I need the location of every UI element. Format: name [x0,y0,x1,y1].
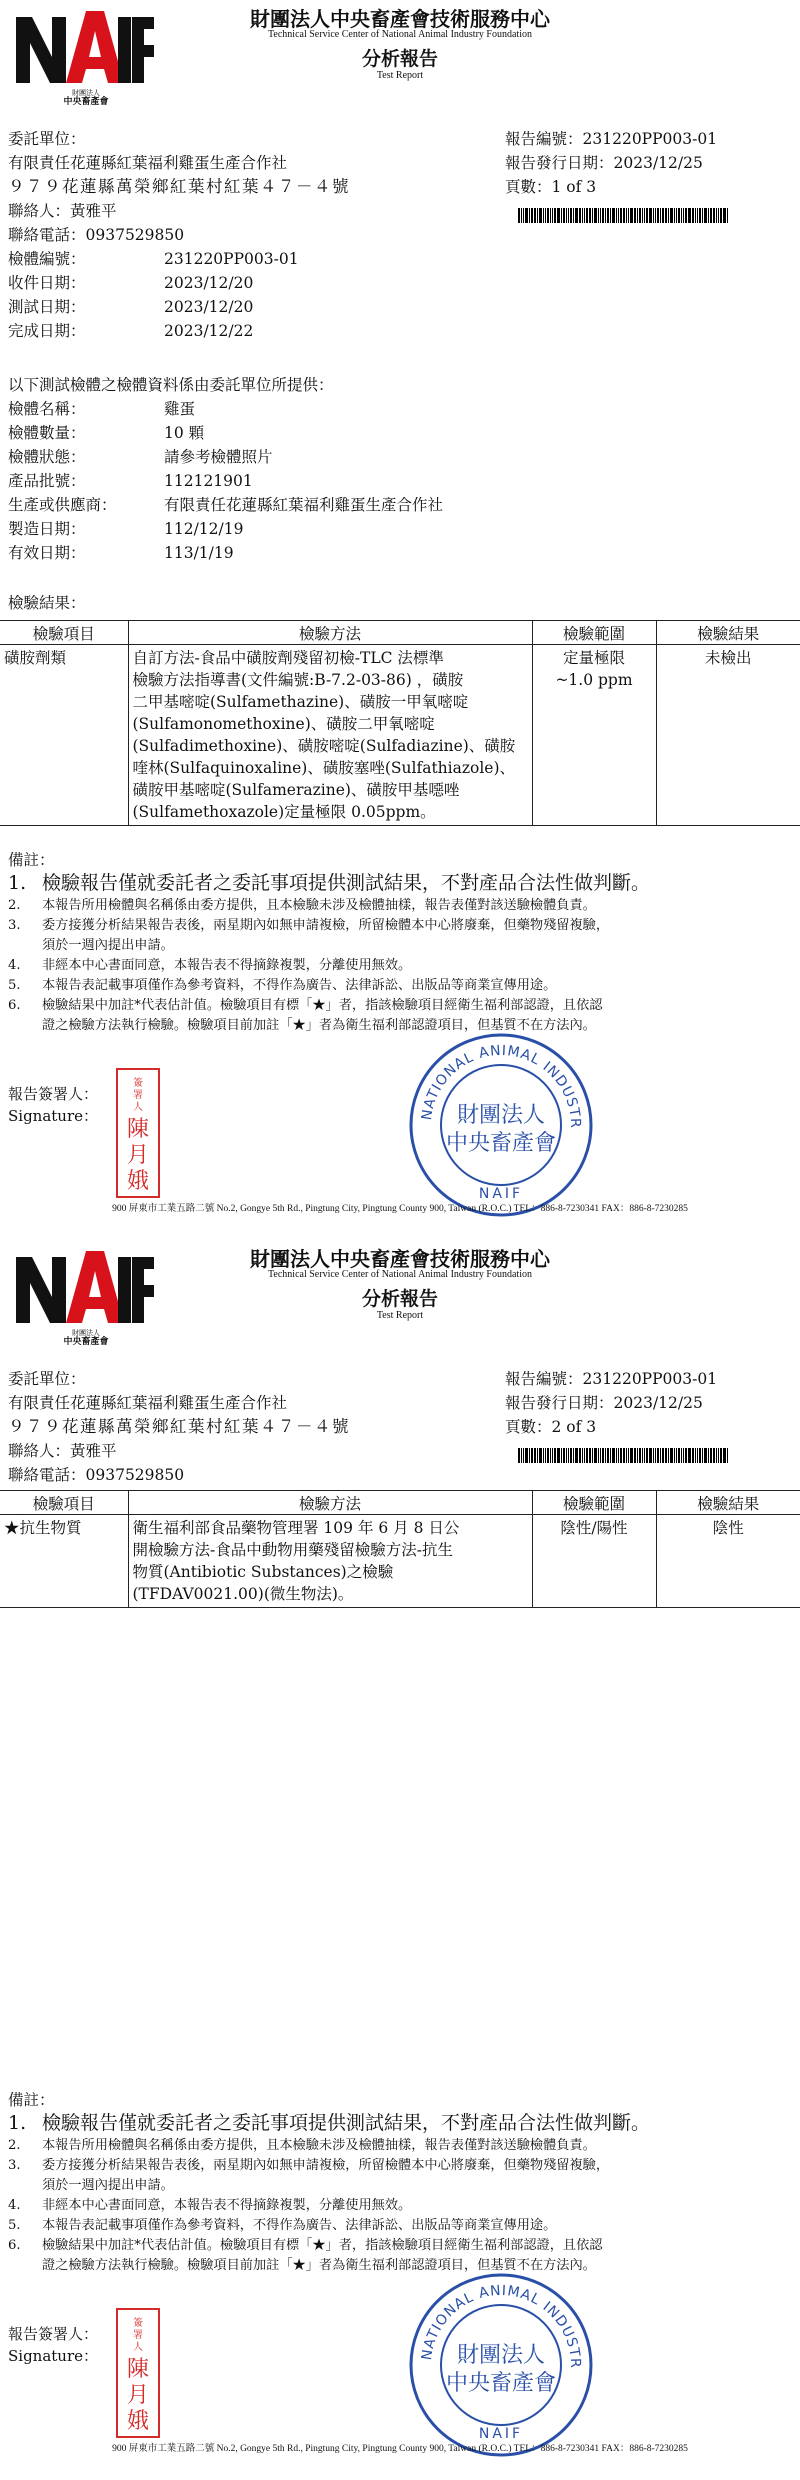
client-phone: 聯絡電話：0937529850 [8,226,185,244]
completed-date: 2023/12/22 [164,322,254,340]
report-title-en: Test Report [376,1310,424,1321]
report-number: 報告編號：231220PP003-01 [505,130,718,148]
note-item: 3. 委方接獲分析結果報告表後，兩星期內如無申請複檢，所留檢體本中心將廢棄，但藥物殘留複驗， [8,918,610,933]
client-label: 委託單位： [8,1370,86,1388]
svg-text:署: 署 [133,2330,143,2341]
svg-text:陳: 陳 [126,1117,150,1142]
org-name-zh: 財團法人中央畜產會技術服務中心 [250,1247,550,1271]
org-seal [406,2270,596,2464]
sample-id: 231220PP003-01 [164,250,299,268]
org-name-zh: 財團法人中央畜產會技術服務中心 [250,7,550,31]
client-name: 有限責任花蓮縣紅葉福利雞蛋生產合作社 [8,154,288,172]
org-name-en: Technical Service Center of National Animal Industry Foundation [268,1269,532,1280]
note-item: 5. 本報告表記載事項僅作為參考資料，不得作為廣告、法律訴訟、出版品等商業宣傳用途。 [8,2218,557,2233]
received-label: 收件日期： [8,274,86,292]
signature-label-en: Signature： [8,2347,99,2365]
svg-text:財團法人: 財團法人 [456,2343,546,2368]
report-title-en: Test Report [376,70,424,81]
cell-result: 未檢出 [656,645,800,826]
cell-range: 定量極限 ~1.0 ppm [532,645,656,826]
report-pages: 頁數：1 of 3 [505,178,597,196]
report-title-zh: 分析報告 [361,48,438,70]
note-item: 1. 檢驗報告僅就委託者之委託事項提供測試結果，不對產品合法性做判斷。 [8,2112,651,2134]
provided-value: 112/12/19 [164,520,244,538]
notes-title: 備註： [8,851,55,869]
signature-label-zh: 報告簽署人： [8,1085,99,1103]
notes-section [8,850,788,1036]
logo-subtitle-2: 中央畜產會 [63,97,109,105]
cell-range: 陰性/陽性 [532,1515,656,1608]
svg-text:財團法人: 財團法人 [456,1103,546,1128]
logo-subtitle-2: 中央畜產會 [63,1337,109,1345]
sample-id-label: 檢體編號： [8,250,86,268]
svg-text:娥: 娥 [126,1169,150,1194]
completed-label: 完成日期： [8,322,86,340]
tested-label: 測試日期： [8,298,86,316]
note-item: 3. 委方接獲分析結果報告表後，兩星期內如無申請複檢，所留檢體本中心將廢棄，但藥物殘留複驗， [8,2158,610,2173]
report-title-zh: 分析報告 [361,1288,438,1310]
note-continuation: 證之檢驗方法執行檢驗。檢驗項目前加註「★」者為衛生福利部認證項目，但基質不在方法內。 [42,1018,596,1033]
note-item: 6. 檢驗結果中加註*代表估計值。檢驗項目有標「★」者，指該檢驗項目經衛生福利部認證，且依認 [8,2238,603,2253]
provided-label: 製造日期： [8,520,86,538]
provided-label: 檢體狀態： [8,448,86,466]
cell-method: 衛生福利部食品藥物管理署 109 年 6 月 8 日公 開檢驗方法-食品中動物用藥殘留檢驗方法-抗生 物質(Antibiotic Substances)之檢驗 (TFDAV0021.00)(微生物法)。 [128,1515,532,1608]
report-barcode [518,1448,729,1463]
note-item: 1. 檢驗報告僅就委託者之委託事項提供測試結果，不對產品合法性做判斷。 [8,872,651,894]
note-item: 5. 本報告表記載事項僅作為參考資料，不得作為廣告、法律訴訟、出版品等商業宣傳用途。 [8,978,557,993]
client-name: 有限責任花蓮縣紅葉福利雞蛋生產合作社 [8,1394,288,1412]
results-table [0,620,800,826]
results-title: 檢驗結果： [8,594,86,612]
client-address: ９７９花蓮縣萬榮鄉紅葉村紅葉４７－４號 [8,1417,350,1436]
svg-text:NAIF: NAIF [478,1186,524,1202]
svg-text:NAIF: NAIF [478,2426,524,2442]
signature-label-zh: 報告簽署人： [8,2325,99,2343]
client-label: 委託單位： [8,130,86,148]
client-contact: 聯絡人：黃雅平 [8,1442,117,1460]
svg-text:署: 署 [133,1090,143,1101]
client-address: ９７９花蓮縣萬榮鄉紅葉村紅葉４７－４號 [8,177,350,196]
results-header-row [0,621,800,645]
provided-value: 有限責任花蓮縣紅葉福利雞蛋生產合作社 [164,496,444,514]
svg-text:人: 人 [133,2342,143,2353]
note-item: 6. 檢驗結果中加註*代表估計值。檢驗項目有標「★」者，指該檢驗項目經衛生福利部認證，且依認 [8,998,603,1013]
report-barcode [518,208,729,223]
col-header-method: 檢驗方法 [128,621,532,645]
provided-label: 生產或供應商： [8,496,117,514]
report-page-2 [0,1240,800,2480]
col-header-range: 檢驗範圍 [532,621,656,645]
results-header-row [0,1491,800,1515]
logo-subtitle-1: 財團法人 [72,89,100,97]
footer-address: 900 屏東市工業五路二號 No.2, Gongye 5th Rd., Pingtung City, Pingtung County 900, Taiwan (R.O.C.) TEL：886-8-7230341 FAX：886-8-7230285 [112,2444,688,2454]
provided-intro: 以下測試檢體之檢體資料係由委託單位所提供： [8,376,334,394]
col-header-method: 檢驗方法 [128,1491,532,1515]
col-header-result: 檢驗結果 [656,621,800,645]
provided-label: 檢體數量： [8,424,86,442]
signature-stamp [116,1068,160,1202]
col-header-result: 檢驗結果 [656,1491,800,1515]
notes-title: 備註： [8,2091,55,2109]
provided-value: 請參考檢體照片 [164,448,273,466]
col-header-item: 檢驗項目 [0,621,128,645]
col-header-range: 檢驗範圍 [532,1491,656,1515]
svg-text:娥: 娥 [126,2409,150,2434]
org-name-en: Technical Service Center of National Animal Industry Foundation [268,29,532,40]
svg-text:簽: 簽 [133,1078,143,1089]
provided-label: 產品批號： [8,472,86,490]
note-item: 2. 本報告所用檢體與名稱係由委方提供，且本檢驗未涉及檢體抽樣，報告表僅對該送驗檢體負責。 [8,898,596,913]
notes-section [8,2090,788,2276]
note-continuation: 證之檢驗方法執行檢驗。檢驗項目前加註「★」者為衛生福利部認證項目，但基質不在方法內。 [42,2258,596,2273]
svg-text:中央畜產會: 中央畜產會 [445,2371,557,2396]
col-header-item: 檢驗項目 [0,1491,128,1515]
cell-item: 磺胺劑類 [4,649,67,667]
note-item: 2. 本報告所用檢體與名稱係由委方提供，且本檢驗未涉及檢體抽樣，報告表僅對該送驗檢體負責。 [8,2138,596,2153]
provided-label: 有效日期： [8,544,86,562]
tested-date: 2023/12/20 [164,298,254,316]
cell-item: ★抗生物質 [4,1519,82,1537]
report-pages: 頁數：2 of 3 [505,1418,597,1436]
provided-value: 雞蛋 [164,400,196,418]
svg-text:月: 月 [126,2383,150,2408]
svg-text:中央畜產會: 中央畜產會 [445,1131,557,1156]
results-table [0,1490,800,1608]
report-issue-date: 報告發行日期：2023/12/25 [505,154,703,172]
svg-text:簽: 簽 [133,2318,143,2329]
note-continuation: 須於一週內提出申請。 [42,2178,174,2193]
table-row [0,645,800,826]
svg-text:陳: 陳 [126,2357,150,2382]
note-continuation: 須於一週內提出申請。 [42,938,174,953]
note-item: 4. 非經本中心書面同意，本報告表不得摘錄複製，分離使用無效。 [8,958,412,973]
provided-value: 10 顆 [164,424,205,442]
org-seal [406,1030,596,1224]
svg-text:NATIONAL ANIMAL INDUSTRY FOUND: NATIONAL ANIMAL INDUSTR [419,1042,584,1129]
received-date: 2023/12/20 [164,274,254,292]
report-number: 報告編號：231220PP003-01 [505,1370,718,1388]
client-contact: 聯絡人：黃雅平 [8,202,117,220]
cell-result: 陰性 [656,1515,800,1608]
client-phone: 聯絡電話：0937529850 [8,1466,185,1484]
provided-value: 112121901 [164,472,253,490]
cell-method: 自訂方法-食品中磺胺劑殘留初檢-TLC 法標準 檢驗方法指導書(文件編號:B-7.2-03-86) ，磺胺 二甲基嘧啶(Sulfamethazine)、磺胺一甲氧嘧啶 (Sulfamonomethoxine)、磺胺二甲氧嘧啶 (Sulfadimethoxine)、磺胺嘧啶(Sulfadiazine)、磺胺 喹林(Sulfaquinoxaline)、磺胺塞唑(Sulfathiazole)、 磺胺甲基嘧啶(Sulfamerazine)、磺胺甲基噁唑 (Sulfamethoxazole)定量極限 0.05ppm。 [128,645,532,826]
svg-text:月: 月 [126,1143,150,1168]
footer-address: 900 屏東市工業五路二號 No.2, Gongye 5th Rd., Pingtung City, Pingtung County 900, Taiwan (R.O.C.) TEL：886-8-7230341 FAX：886-8-7230285 [112,1204,688,1214]
table-row [0,1515,800,1608]
signature-stamp [116,2308,160,2442]
logo-subtitle-1: 財團法人 [72,1329,100,1337]
svg-text:人: 人 [133,1102,143,1113]
svg-text:NATIONAL ANIMAL INDUSTRY FOUND: NATIONAL ANIMAL INDUSTR [419,2282,584,2369]
provided-value: 113/1/19 [164,544,234,562]
report-issue-date: 報告發行日期：2023/12/25 [505,1394,703,1412]
note-item: 4. 非經本中心書面同意，本報告表不得摘錄複製，分離使用無效。 [8,2198,412,2213]
signature-label-en: Signature： [8,1107,99,1125]
provided-label: 檢體名稱： [8,400,86,418]
